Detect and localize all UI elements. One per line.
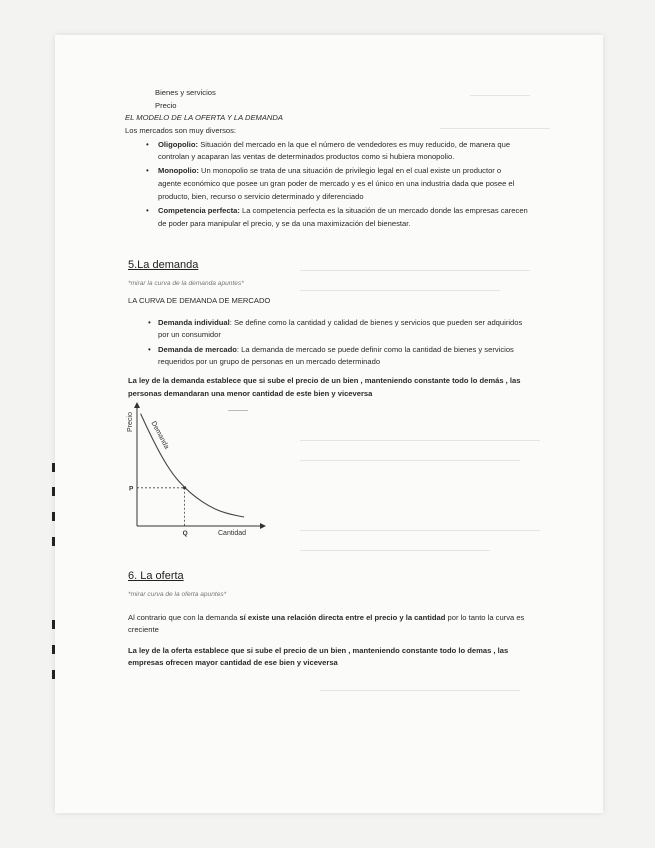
bleed-through — [300, 530, 540, 531]
list-item: Demanda individual: Se define como la cantidad y calidad de bienes y servicios que pueden ser adquiridos — [158, 318, 523, 327]
list-item-cont: agente económico que posee un gran poder de mercado y es el único en una industria dada que posee el — [158, 179, 515, 188]
y-axis-arrow — [134, 402, 140, 408]
heading-demand: 5.La demanda — [128, 259, 199, 271]
supply-law: La ley de la oferta establece que si sube el precio de un bien , manteniendo constante todo lo demas , las — [128, 646, 509, 655]
supply-paragraph-cont: creciente — [128, 625, 159, 634]
pencil-mark — [228, 410, 248, 411]
equilibrium-point — [183, 486, 186, 489]
binder-mark — [52, 670, 55, 679]
bullet: • — [148, 318, 151, 327]
intro-line: Bienes y servicios — [155, 88, 216, 97]
list-item-cont: por un consumidor — [158, 330, 221, 339]
intro-line: Precio — [155, 101, 177, 110]
list-item: Oligopolio: Situación del mercado en la que el número de vendedores es muy reducido, de manera que — [158, 140, 511, 149]
note-supply: *mirar curva de la oferta apuntes* — [128, 591, 227, 598]
list-item-cont: de poder para manipular el precio, y se da una maximización del bienestar. — [158, 219, 411, 228]
x-axis-arrow — [260, 523, 266, 529]
heading-supply: 6. La oferta — [128, 570, 184, 582]
bleed-through — [300, 550, 490, 551]
demand-law-cont: personas demandaran una menor cantidad de este bien y viceversa — [128, 389, 373, 398]
bleed-through — [320, 690, 520, 691]
bullet: • — [148, 345, 151, 354]
x-axis-label: Cantidad — [218, 530, 247, 537]
markets-intro: Los mercados son muy diversos: — [125, 126, 236, 135]
list-item-cont: producto, bien, recurso o servicio determinado y diferenciado — [158, 192, 364, 201]
binder-mark — [52, 620, 55, 629]
binder-mark — [52, 487, 55, 496]
subtitle-demand-curve: LA CURVA DE DEMANDA DE MERCADO — [128, 296, 271, 305]
point-label-q: Q — [182, 530, 188, 537]
bleed-through — [440, 128, 550, 129]
section-title-model: EL MODELO DE LA OFERTA Y LA DEMANDA — [125, 113, 283, 122]
list-item: Competencia perfecta: La competencia perfecta es la situación de un mercado donde las empresas carecen — [158, 206, 528, 215]
y-axis-label: Precio — [127, 412, 134, 432]
note-demand: *mirar la curva de la demanda apuntes* — [128, 280, 244, 287]
bullet: • — [146, 206, 149, 215]
list-item: Demanda de mercado: La demanda de mercado se puede definir como la cantidad de bienes y servicios — [158, 345, 514, 354]
binder-mark — [52, 537, 55, 546]
list-item-cont: requeridos por un grupo de personas en un mercado determinado — [158, 357, 381, 366]
demand-law: La ley de la demanda establece que si sube el precio de un bien , manteniendo constante todo lo demás , las — [128, 376, 521, 385]
bleed-through — [300, 290, 500, 291]
bullet: • — [146, 166, 149, 175]
point-label-p: P — [129, 485, 134, 493]
binder-mark — [52, 512, 55, 521]
bleed-through — [300, 270, 530, 271]
binder-mark — [52, 645, 55, 654]
list-item: Monopolio: Un monopolio se trata de una situación de privilegio legal en el cual existe un productor o — [158, 166, 502, 175]
bullet: • — [146, 140, 149, 149]
binder-mark — [52, 463, 55, 472]
supply-paragraph: Al contrario que con la demanda sí existe una relación directa entre el precio y la cantidad por lo tanto la curva es — [128, 613, 525, 622]
curve-label: Demanda — [149, 420, 170, 451]
bleed-through — [470, 95, 530, 96]
list-item-cont: controlan y acaparan las ventas de determinados productos como si hubiera monopolio. — [158, 152, 455, 161]
supply-law-cont: empresas ofrecen mayor cantidad de ese bien y viceversa — [128, 658, 338, 667]
bleed-through — [300, 440, 540, 441]
demand-chart — [120, 402, 270, 542]
bleed-through — [300, 460, 520, 461]
